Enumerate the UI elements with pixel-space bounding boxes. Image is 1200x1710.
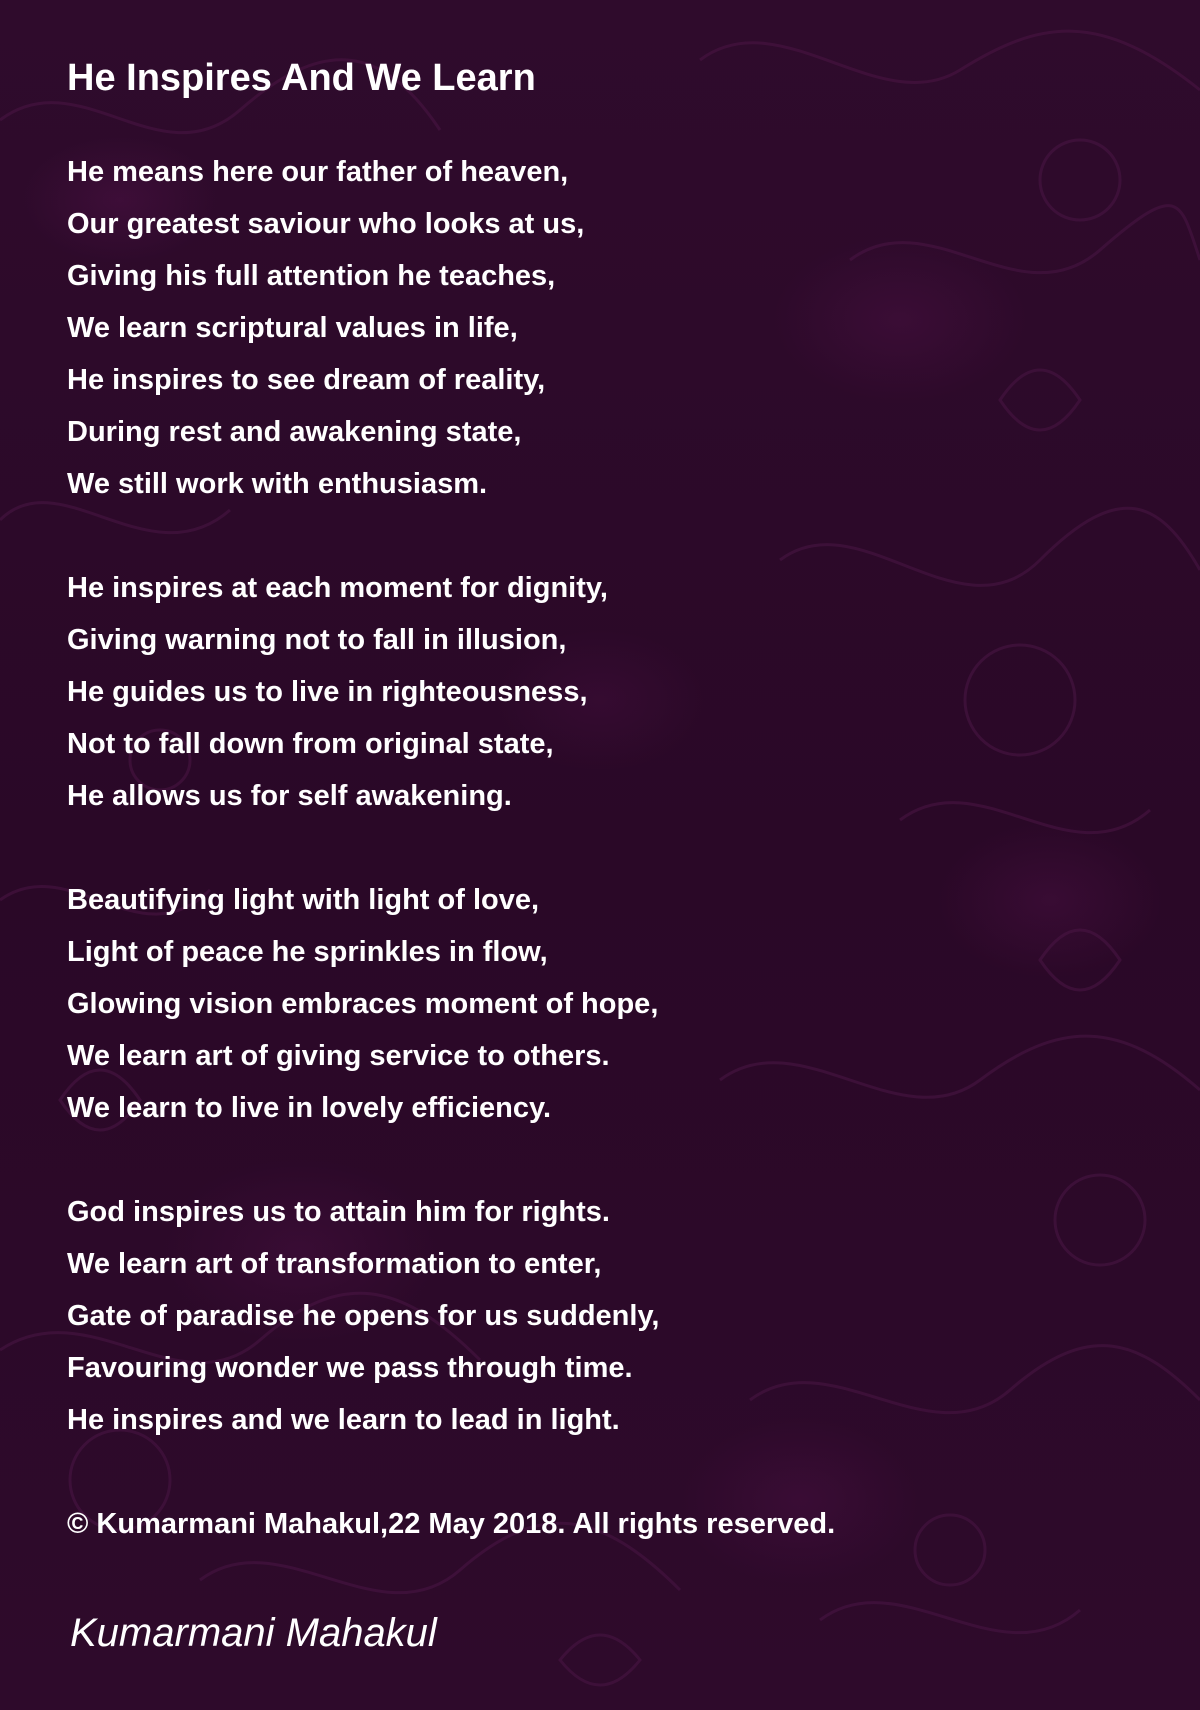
poem-line: He means here our father of heaven, [67, 156, 569, 188]
poem-line: Gate of paradise he opens for us suddenly, [67, 1300, 660, 1332]
poem-line: Favouring wonder we pass through time. [67, 1352, 633, 1384]
poem-line: Light of peace he sprinkles in flow, [67, 936, 548, 968]
poem-line: We learn art of giving service to others. [67, 1040, 610, 1072]
poem-line: Giving his full attention he teaches, [67, 260, 556, 292]
poem-line: Not to fall down from original state, [67, 728, 554, 760]
author-signature: Kumarmani Mahakul [70, 1611, 437, 1655]
poem-title: He Inspires And We Learn [67, 57, 536, 99]
stanza-1 [67, 146, 1147, 510]
poem-line: He allows us for self awakening. [67, 780, 512, 812]
poem-line: Glowing vision embraces moment of hope, [67, 988, 659, 1020]
poem-line: We learn art of transformation to enter, [67, 1248, 602, 1280]
stanza-2 [67, 562, 1147, 822]
poem-line: During rest and awakening state, [67, 416, 522, 448]
stanza-3 [67, 874, 1147, 1134]
copyright-notice: © Kumarmani Mahakul,22 May 2018. All rights reserved. [67, 1508, 836, 1540]
poem-line: We learn scriptural values in life, [67, 312, 518, 344]
poem-line: God inspires us to attain him for rights. [67, 1196, 610, 1228]
poem-line: He inspires and we learn to lead in light. [67, 1404, 620, 1436]
poem-line: We still work with enthusiasm. [67, 468, 488, 500]
poem-line: He inspires at each moment for dignity, [67, 572, 608, 604]
poem-line: Our greatest saviour who looks at us, [67, 208, 585, 240]
poem-content [67, 48, 1147, 1550]
poem-line: Giving warning not to fall in illusion, [67, 624, 567, 656]
poem-line: He guides us to live in righteousness, [67, 676, 588, 708]
poem-line: He inspires to see dream of reality, [67, 364, 546, 396]
stanza-4 [67, 1186, 1147, 1446]
poem-line: We learn to live in lovely efficiency. [67, 1092, 552, 1124]
poem-line: Beautifying light with light of love, [67, 884, 540, 916]
